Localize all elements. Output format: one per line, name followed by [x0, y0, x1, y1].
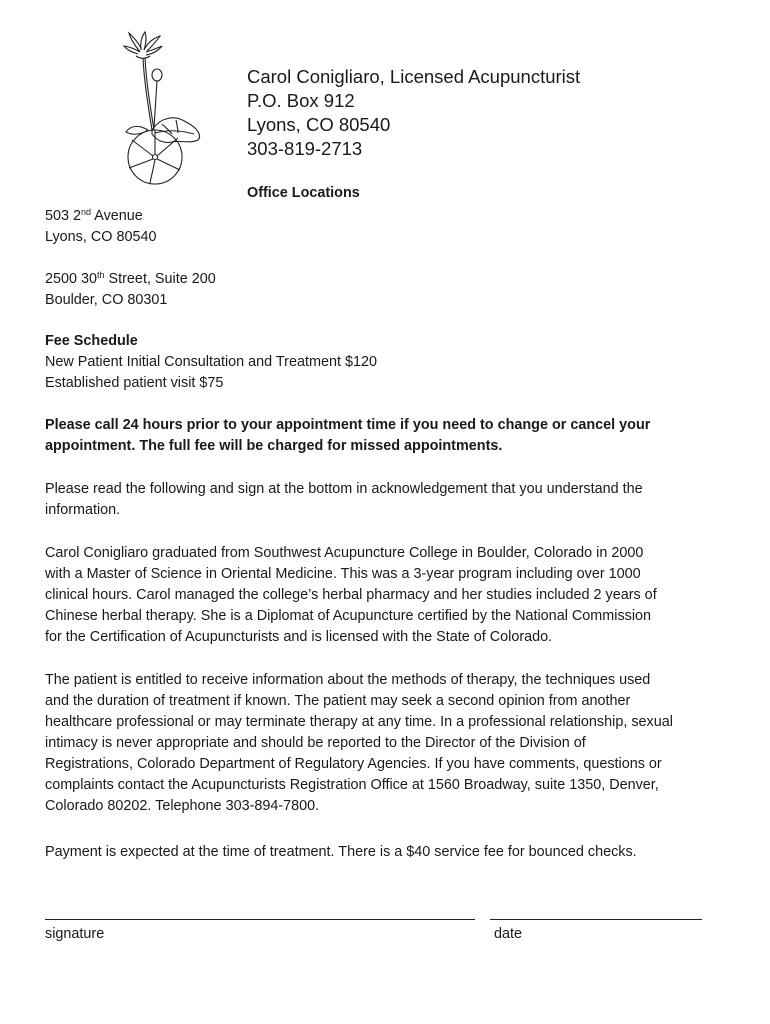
po-box: P.O. Box 912	[247, 90, 355, 111]
text-line: information.	[45, 502, 121, 518]
text-line: for the Certification of Acupuncturists and is licensed with the State of Colorado.	[45, 629, 553, 645]
practitioner-contact	[247, 65, 580, 161]
practitioner-name: Carol Conigliaro, Licensed Acupuncturist	[247, 66, 581, 87]
text-line: Registrations, Colorado Department of Regulatory Agencies. If you have comments, questions or	[45, 756, 662, 772]
text-line: The patient is entitled to receive information about the methods of therapy, the techniques used	[45, 672, 651, 688]
street-number: 503 2	[45, 208, 82, 224]
text-line: Please read the following and sign at the bottom in acknowledgement that you understand the	[45, 481, 643, 497]
text-line: Colorado 80202. Telephone 303-894-7800.	[45, 798, 320, 814]
text-line: Carol Conigliaro graduated from Southwest Acupuncture College in Boulder, Colorado in 2000	[45, 545, 644, 561]
street-name: Street, Suite 200	[104, 271, 216, 287]
street-name: Avenue	[91, 208, 143, 224]
policy-line: Please call 24 hours prior to your appointment time if you need to change or cancel your	[45, 417, 651, 433]
payment-note: Payment is expected at the time of treatment. There is a $40 service fee for bounced checks.	[45, 844, 637, 860]
lotus-logo-icon	[100, 30, 210, 185]
practitioner-bio	[45, 543, 735, 648]
text-line: complaints contact the Acupuncturists Registration Office at 1560 Broadway, suite 1350, Denver,	[45, 777, 659, 793]
new-patient-fee: New Patient Initial Consultation and Treatment $120	[45, 354, 377, 370]
signature-line[interactable]	[45, 919, 475, 920]
lyons-office-street	[45, 206, 143, 227]
office-locations-heading: Office Locations	[247, 185, 360, 201]
text-line: and the duration of treatment if known. The patient may seek a second opinion from another	[45, 693, 631, 709]
ordinal-suffix: th	[97, 270, 105, 280]
boulder-office-street	[45, 269, 216, 290]
city-state-zip: Lyons, CO 80540	[247, 114, 391, 135]
text-line: clinical hours. Carol managed the college’s herbal pharmacy and her studies included 2 years of	[45, 587, 657, 603]
patient-rights	[45, 670, 735, 817]
text-line: healthcare professional or may terminate therapy at any time. In a professional relationship, sexual	[45, 714, 673, 730]
signature-label: signature	[45, 926, 105, 942]
phone-number: 303-819-2713	[247, 138, 363, 159]
ordinal-suffix: nd	[81, 207, 92, 217]
acknowledgement-paragraph	[45, 479, 735, 521]
cancellation-policy	[45, 415, 735, 457]
boulder-office-city: Boulder, CO 80301	[45, 292, 168, 308]
date-line[interactable]	[490, 919, 702, 920]
fee-schedule-heading: Fee Schedule	[45, 333, 138, 349]
policy-line: appointment. The full fee will be charged for missed appointments.	[45, 438, 503, 454]
text-line: Chinese herbal therapy. She is a Diplomat of Acupuncture certified by the National Commission	[45, 608, 652, 624]
street-number: 2500 30	[45, 271, 98, 287]
text-line: with a Master of Science in Oriental Medicine. This was a 3-year program including over 1000	[45, 566, 641, 582]
established-patient-fee: Established patient visit $75	[45, 375, 224, 391]
lyons-office-city: Lyons, CO 80540	[45, 229, 157, 245]
date-label: date	[494, 926, 523, 942]
text-line: intimacy is never appropriate and should be reported to the Director of the Division of	[45, 735, 586, 751]
